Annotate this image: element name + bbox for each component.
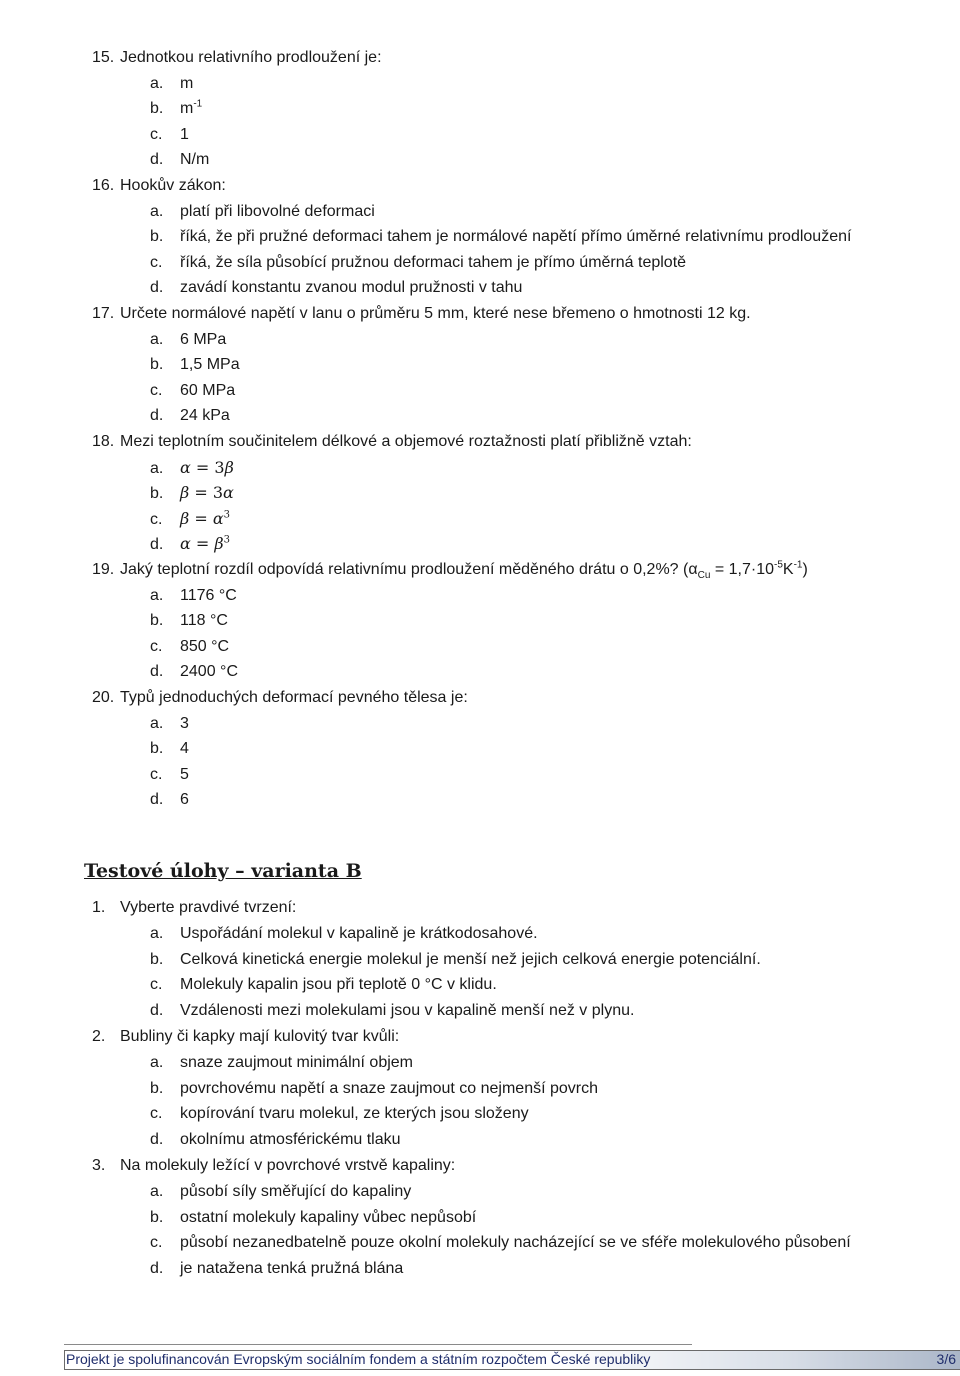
question-text bbox=[92, 432, 692, 452]
option-letter: b. bbox=[150, 612, 164, 630]
option-text: působí síly směřující do kapaliny bbox=[180, 1182, 412, 1200]
answer-option bbox=[150, 739, 189, 759]
answer-option bbox=[150, 202, 375, 222]
option-text: ostatní molekuly kapaliny vůbec nepůsobí bbox=[180, 1208, 477, 1226]
option-letter: a. bbox=[150, 459, 164, 477]
answer-option bbox=[150, 662, 238, 682]
option-text: Vzdálenosti mezi molekulami jsou v kapalině menší než v plynu. bbox=[180, 1002, 635, 1020]
page-number: 3/6 bbox=[936, 1351, 956, 1367]
option-text: Molekuly kapalin jsou při teplotě 0 °C v klidu. bbox=[180, 976, 497, 994]
question-number: 15. bbox=[92, 49, 115, 66]
option-letter: a. bbox=[150, 586, 164, 604]
answer-option bbox=[150, 975, 497, 995]
math-operator: = 3 bbox=[190, 457, 225, 477]
option-letter: d. bbox=[150, 407, 164, 425]
option-letter: c. bbox=[150, 765, 163, 783]
option-text: m bbox=[180, 74, 194, 92]
question-stem: Hookův zákon: bbox=[120, 177, 226, 194]
answer-option bbox=[150, 1053, 413, 1073]
answer-option bbox=[150, 534, 230, 555]
answer-option bbox=[150, 1233, 851, 1253]
question-text bbox=[92, 304, 751, 324]
math-symbol: β bbox=[214, 534, 224, 554]
option-letter: a. bbox=[150, 330, 164, 348]
question-number: 1. bbox=[92, 899, 106, 916]
answer-option bbox=[150, 1104, 529, 1124]
math-symbol: α bbox=[223, 483, 234, 503]
option-letter: a. bbox=[150, 74, 164, 92]
answer-option bbox=[150, 1130, 401, 1150]
option-text: 118 °C bbox=[180, 612, 228, 630]
question-number: 2. bbox=[92, 1028, 106, 1045]
math-symbol: α bbox=[212, 508, 224, 528]
question-stem: Jaký teplotní rozdíl odpovídá relativnímu prodloužení měděného drátu o 0,2%? (α bbox=[120, 561, 698, 578]
option-text: 4 bbox=[180, 740, 189, 758]
answer-option bbox=[150, 458, 234, 479]
question-stem: Vyberte pravdivé tvrzení: bbox=[120, 899, 297, 916]
footer-text: Projekt je spolufinancován Evropským sociálním fondem a státním rozpočtem České republiky bbox=[66, 1351, 651, 1367]
option-text: 60 MPa bbox=[180, 381, 236, 399]
option-letter: a. bbox=[150, 1182, 164, 1200]
option-text: 850 °C bbox=[180, 637, 230, 655]
answer-option bbox=[150, 1182, 411, 1202]
option-letter: b. bbox=[150, 228, 164, 246]
option-letter: d. bbox=[150, 1131, 164, 1149]
option-letter: c. bbox=[150, 253, 163, 271]
math-exponent: 3 bbox=[223, 509, 231, 521]
option-letter: a. bbox=[150, 1053, 164, 1071]
option-letter: b. bbox=[150, 1079, 164, 1097]
option-letter: d. bbox=[150, 791, 164, 809]
answer-option bbox=[150, 99, 202, 119]
option-text: působí nezanedbatelně pouze okolní molekuly nacházející se ve sféře molekulového působení bbox=[180, 1234, 851, 1252]
option-letter: d. bbox=[150, 1002, 164, 1020]
option-text: je natažena tenká pružná blána bbox=[180, 1260, 404, 1278]
question-number: 3. bbox=[92, 1157, 106, 1174]
answer-option bbox=[150, 765, 189, 785]
answer-option bbox=[150, 1259, 403, 1279]
option-text: 2400 °C bbox=[180, 663, 238, 681]
option-text: 5 bbox=[180, 765, 189, 783]
answer-option bbox=[150, 150, 209, 170]
option-text: 1 bbox=[180, 125, 189, 143]
question-number: 20. bbox=[92, 689, 115, 706]
answer-option bbox=[150, 227, 851, 247]
option-letter: d. bbox=[150, 151, 164, 169]
option-text: 6 MPa bbox=[180, 330, 227, 348]
question-stem: Typů jednoduchých deformací pevného tělesa je: bbox=[120, 689, 468, 706]
option-letter: c. bbox=[150, 125, 163, 143]
answer-option bbox=[150, 586, 237, 606]
answer-option bbox=[150, 1079, 598, 1099]
option-text: říká, že síla působící pružnou deformaci tahem je přímo úměrná teplotě bbox=[180, 253, 687, 271]
formula bbox=[180, 458, 234, 477]
superscript: -1 bbox=[793, 559, 803, 571]
option-text: kopírování tvaru molekul, ze kterých jsou složeny bbox=[180, 1105, 529, 1123]
math-symbol: α bbox=[180, 457, 191, 477]
math-symbol: β bbox=[180, 483, 190, 503]
question-stem: Na molekuly ležící v povrchové vrstvě kapaliny: bbox=[120, 1157, 456, 1174]
option-letter: c. bbox=[150, 637, 163, 655]
option-text: N/m bbox=[180, 151, 210, 169]
option-text: 1,5 MPa bbox=[180, 356, 240, 374]
option-letter: b. bbox=[150, 950, 164, 968]
answer-option bbox=[150, 125, 189, 145]
option-letter: b. bbox=[150, 740, 164, 758]
math-exponent: 3 bbox=[223, 535, 231, 547]
question-stem: Určete normálové napětí v lanu o průměru 5 mm, které nese břemeno o hmotnosti 12 kg. bbox=[120, 305, 751, 322]
option-text: snaze zaujmout minimální objem bbox=[180, 1053, 413, 1071]
option-text: platí při libovolné deformaci bbox=[180, 202, 375, 220]
question-number: 16. bbox=[92, 177, 115, 194]
question-stem-cont: = 1,7·10 bbox=[710, 561, 774, 578]
answer-option bbox=[150, 355, 240, 375]
question-stem: Mezi teplotním součinitelem délkové a objemové roztažnosti platí přibližně vztah: bbox=[120, 433, 692, 450]
option-letter: a. bbox=[150, 202, 164, 220]
option-letter: c. bbox=[150, 976, 163, 994]
option-text: okolnímu atmosférickému tlaku bbox=[180, 1131, 401, 1149]
math-operator: = 3 bbox=[189, 483, 224, 503]
option-text: 3 bbox=[180, 714, 189, 732]
question-number: 18. bbox=[92, 433, 115, 450]
footer-divider bbox=[64, 1344, 692, 1345]
answer-option bbox=[150, 637, 229, 657]
section-heading: Testové úlohy – varianta B bbox=[84, 860, 362, 882]
math-operator: = bbox=[190, 534, 215, 554]
subscript: Cu bbox=[697, 570, 711, 582]
question-text bbox=[92, 1027, 399, 1047]
superscript: -5 bbox=[774, 559, 783, 571]
formula bbox=[180, 534, 230, 553]
question-text bbox=[92, 898, 296, 918]
question-text bbox=[92, 1156, 455, 1176]
formula bbox=[180, 509, 230, 528]
option-text: Uspořádání molekul v kapalině je krátkodosahové. bbox=[180, 924, 538, 942]
question-number: 17. bbox=[92, 305, 115, 322]
question-stem: Jednotkou relativního prodloužení je: bbox=[120, 49, 382, 66]
option-letter: b. bbox=[150, 100, 164, 118]
option-letter: b. bbox=[150, 1208, 164, 1226]
option-letter: a. bbox=[150, 714, 164, 732]
option-letter: d. bbox=[150, 536, 164, 554]
answer-option bbox=[150, 1001, 634, 1021]
option-letter: d. bbox=[150, 663, 164, 681]
math-symbol: α bbox=[180, 534, 191, 554]
question-stem-cont: ) bbox=[802, 561, 808, 578]
answer-option bbox=[150, 714, 189, 734]
question-text bbox=[92, 560, 808, 580]
option-letter: a. bbox=[150, 924, 164, 942]
answer-option bbox=[150, 253, 686, 273]
option-letter: b. bbox=[150, 356, 164, 374]
answer-option bbox=[150, 381, 235, 401]
answer-option bbox=[150, 1208, 476, 1228]
answer-option bbox=[150, 74, 193, 94]
answer-option bbox=[150, 790, 189, 810]
option-letter: d. bbox=[150, 279, 164, 297]
option-text: říká, že při pružné deformaci tahem je normálové napětí přímo úměrné relativnímu prodloužení bbox=[180, 228, 852, 246]
answer-option bbox=[150, 278, 522, 298]
option-letter: c. bbox=[150, 510, 163, 528]
option-text: 1176 °C bbox=[180, 586, 237, 604]
question-text bbox=[92, 176, 226, 196]
answer-option bbox=[150, 509, 230, 530]
answer-option bbox=[150, 406, 230, 426]
question-text bbox=[92, 48, 382, 68]
answer-option bbox=[150, 950, 761, 970]
option-letter: c. bbox=[150, 1234, 163, 1252]
option-text: 24 kPa bbox=[180, 407, 230, 425]
option-letter: c. bbox=[150, 381, 163, 399]
option-letter: d. bbox=[150, 1260, 164, 1278]
answer-option bbox=[150, 483, 234, 504]
math-symbol: β bbox=[180, 508, 190, 528]
question-number: 19. bbox=[92, 561, 115, 578]
question-text bbox=[92, 688, 468, 708]
option-letter: c. bbox=[150, 1105, 163, 1123]
question-stem-cont: K bbox=[782, 561, 794, 578]
math-symbol: β bbox=[224, 457, 234, 477]
superscript: -1 bbox=[193, 98, 203, 110]
math-operator: = bbox=[189, 508, 213, 528]
option-text: 6 bbox=[180, 791, 189, 809]
answer-option bbox=[150, 924, 538, 944]
formula bbox=[180, 483, 234, 502]
option-text: Celková kinetická energie molekul je menší než jejich celková energie potenciální. bbox=[180, 950, 761, 968]
option-letter: b. bbox=[150, 485, 164, 503]
answer-option bbox=[150, 330, 226, 350]
answer-option bbox=[150, 611, 228, 631]
option-text: m bbox=[180, 100, 194, 118]
option-text: zavádí konstantu zvanou modul pružnosti v tahu bbox=[180, 279, 523, 297]
option-text: povrchovému napětí a snaze zaujmout co nejmenší povrch bbox=[180, 1079, 599, 1097]
question-stem: Bubliny či kapky mají kulovitý tvar kvůli: bbox=[120, 1028, 400, 1045]
